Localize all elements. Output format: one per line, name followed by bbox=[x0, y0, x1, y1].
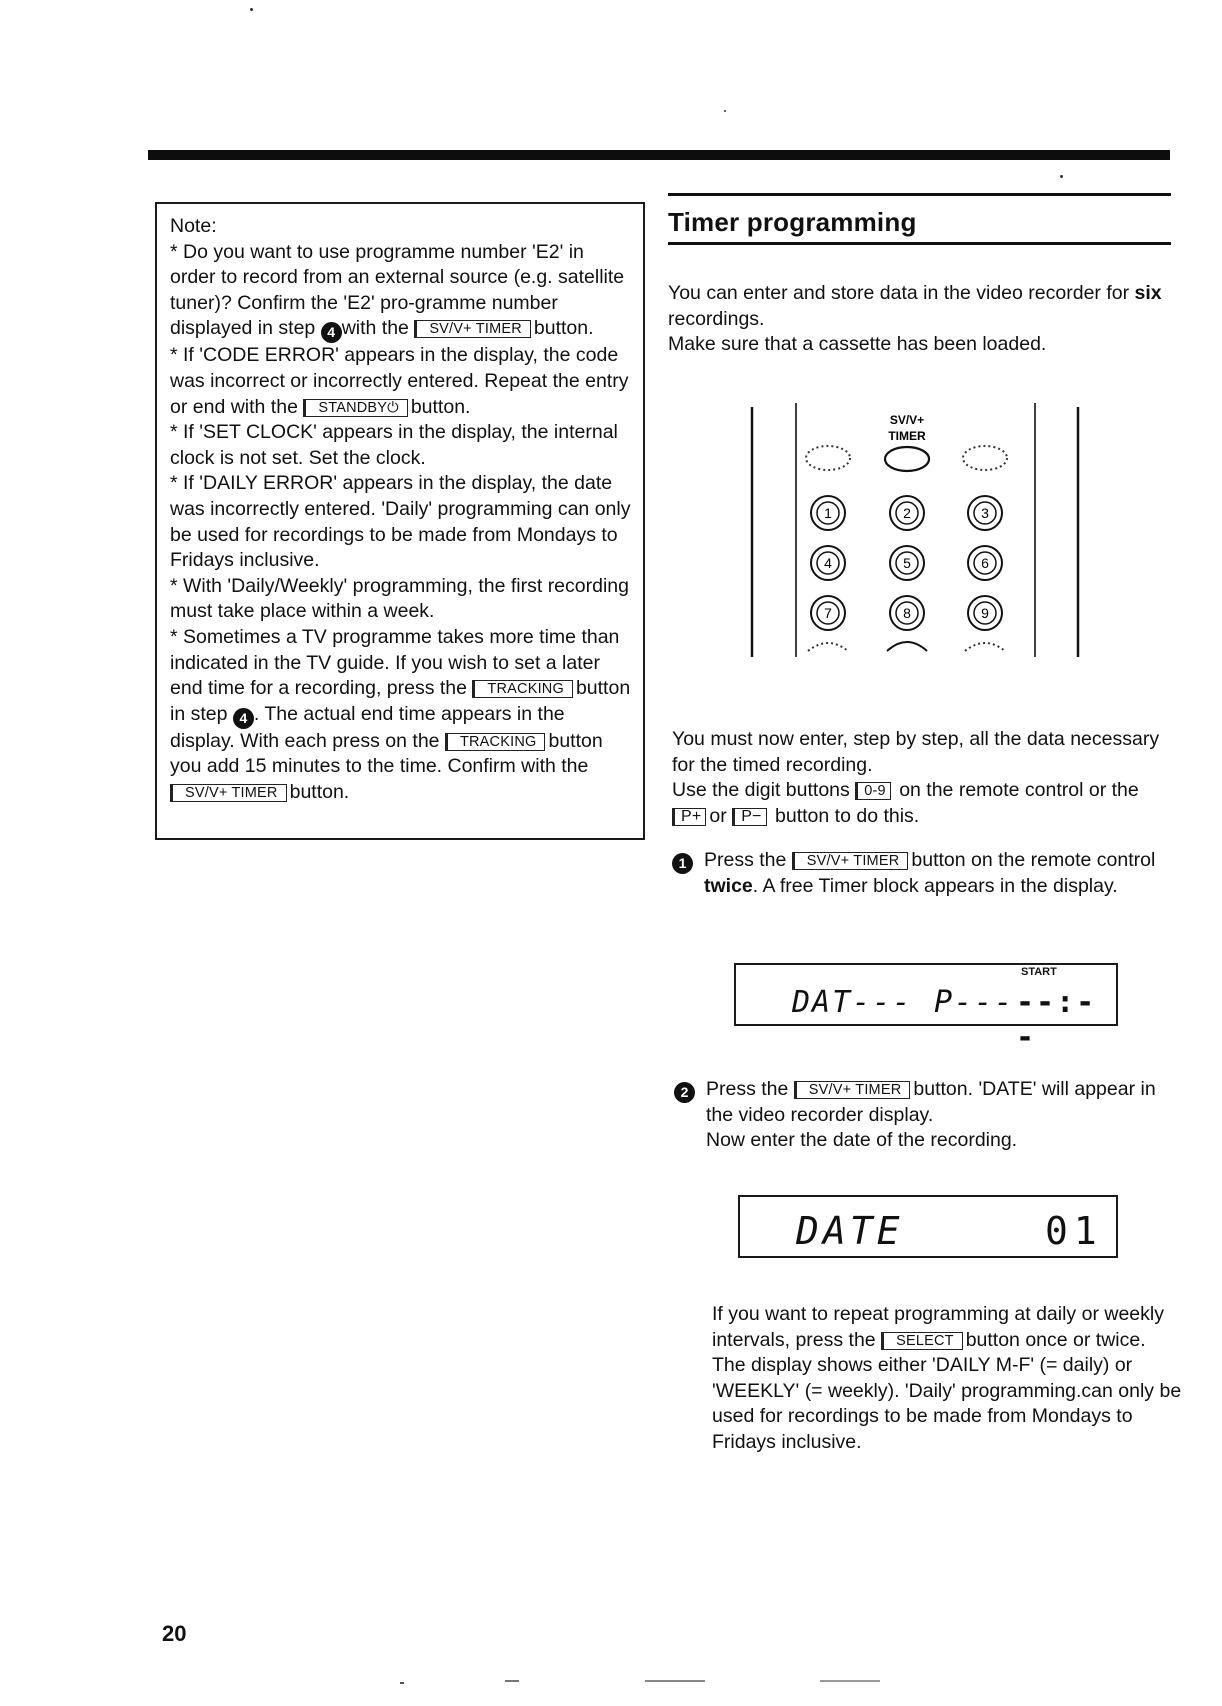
speck bbox=[505, 1680, 519, 1682]
speck bbox=[250, 8, 253, 11]
intro-text bbox=[668, 281, 1168, 358]
note-text: button. bbox=[410, 395, 471, 418]
digit-3-button-icon bbox=[968, 496, 1002, 530]
display-start-label: START bbox=[1021, 966, 1057, 978]
digit-label: 2 bbox=[903, 505, 911, 521]
step-text: button. 'DATE' will appear in the video recorder display. bbox=[706, 1078, 1156, 1126]
remote-partial-button-icon bbox=[887, 642, 927, 651]
enter-data-line-2: Use the digit buttons 0-9 on the remote control or the P+ or P− button to do this. bbox=[672, 779, 1139, 827]
sv-timer-button-label: SV/V+ TIMER bbox=[792, 852, 909, 870]
speck bbox=[820, 1680, 880, 1682]
note-item-set-clock: * If 'SET CLOCK' appears in the display, the internal clock is not set. Set the clock. bbox=[170, 421, 618, 469]
digit-label: 5 bbox=[903, 555, 911, 571]
note-text: * If 'CODE ERROR' appears in the display, the code was incorrect or incorrectly entered. Repeat the entry or end with the bbox=[170, 344, 629, 418]
note-item-tracking bbox=[170, 625, 633, 806]
digit-buttons bbox=[811, 496, 1002, 630]
note-item-e2 bbox=[170, 240, 633, 344]
top-rule bbox=[148, 150, 1170, 160]
step-4-icon: 4 bbox=[233, 708, 254, 729]
remote-dotted-button-icon bbox=[806, 446, 850, 470]
remote-timer-label-2: TIMER bbox=[888, 429, 926, 443]
digit-label: 3 bbox=[981, 505, 989, 521]
digit-2-button-icon bbox=[890, 496, 924, 530]
step-4-icon: 4 bbox=[321, 322, 342, 343]
note-box bbox=[155, 202, 645, 840]
sv-timer-remote-button-icon bbox=[885, 447, 929, 471]
note-text: button. bbox=[289, 780, 350, 803]
digit-5-button-icon bbox=[890, 546, 924, 580]
sv-timer-button-label: SV/V+ TIMER bbox=[170, 784, 287, 802]
intro-line-1: You can enter and store data in the video recorder for six recordings. bbox=[668, 282, 1162, 330]
display-programme-segment: P--- bbox=[934, 985, 1015, 1020]
intro-line-2: Make sure that a cassette has been loaded. bbox=[668, 333, 1047, 356]
digit-1-button-icon bbox=[811, 496, 845, 530]
step-text: . A free Timer block appears in the display. bbox=[752, 874, 1118, 897]
step-1-icon: 1 bbox=[672, 853, 693, 874]
note-item-daily-weekly: * With 'Daily/Weekly' programming, the first recording must take place within a week. bbox=[170, 574, 629, 623]
step-bold: twice bbox=[704, 874, 753, 897]
digit-4-button-icon bbox=[811, 546, 845, 580]
enter-data-text bbox=[672, 727, 1172, 829]
repeat-text: If you want to repeat programming at daily or weekly intervals, press the bbox=[712, 1303, 1164, 1351]
note-item-daily-error: * If 'DAILY ERROR' appears in the display, the date was incorrectly entered. 'Daily' programming can only be used for recordings to be made from Mondays to Fridays inclusive. bbox=[170, 472, 631, 572]
digits-button-label: 0-9 bbox=[855, 782, 891, 800]
sv-timer-button-label: SV/V+ TIMER bbox=[414, 320, 531, 338]
enter-data-line-1: You must now enter, step by step, all the data necessary for the timed recording. bbox=[672, 728, 1160, 776]
step-text: Press the bbox=[706, 1078, 789, 1100]
step-2-icon: 2 bbox=[674, 1082, 695, 1103]
step-text: Press the bbox=[704, 849, 787, 871]
speck bbox=[724, 110, 726, 112]
section-title: Timer programming bbox=[668, 207, 917, 237]
digit-9-button-icon bbox=[968, 596, 1002, 630]
note-text: button you add 15 minutes to the time. Confirm with the bbox=[170, 729, 603, 778]
vcr-display-date bbox=[738, 1195, 1118, 1258]
step-text: button on the remote control bbox=[911, 849, 1156, 871]
note-heading: Note: bbox=[170, 215, 217, 237]
note-text: * Do you want to use programme number 'E2' in order to record from an external source (e.g. satellite tuner)? Confirm the 'E2' pro-gramme number displayed in step bbox=[170, 240, 625, 340]
digit-label: 8 bbox=[903, 605, 911, 621]
display-date-segment: DAT--- bbox=[792, 985, 913, 1020]
remote-control-illustration bbox=[740, 395, 1090, 665]
digit-6-button-icon bbox=[968, 546, 1002, 580]
remote-partial-button-icon bbox=[965, 643, 1005, 651]
sv-timer-button-label: SV/V+ TIMER bbox=[794, 1081, 911, 1099]
step-2-marker bbox=[674, 1081, 695, 1103]
display-day-segment: 01 bbox=[1045, 1209, 1103, 1253]
page-number: 20 bbox=[162, 1621, 187, 1646]
note-text: with the bbox=[341, 317, 409, 340]
title-rule-bottom bbox=[668, 242, 1171, 245]
digit-label: 7 bbox=[824, 605, 832, 621]
display-time-segment: --:-- bbox=[1016, 985, 1097, 1055]
tracking-button-label: TRACKING bbox=[472, 680, 573, 698]
digit-label: 4 bbox=[824, 555, 832, 571]
speck bbox=[1060, 175, 1063, 178]
vcr-display-timer-block bbox=[734, 963, 1118, 1055]
p-minus-button-label: P− bbox=[732, 808, 766, 826]
p-plus-button-label: P+ bbox=[672, 808, 706, 826]
digit-label: 6 bbox=[981, 555, 989, 571]
digit-7-button-icon bbox=[811, 596, 845, 630]
note-text: button in step bbox=[170, 677, 631, 725]
step-1-marker bbox=[672, 852, 693, 874]
speck bbox=[645, 1680, 705, 1682]
title-rule-top bbox=[668, 193, 1171, 196]
digit-label: 1 bbox=[824, 505, 832, 521]
step-1-text bbox=[704, 848, 1174, 899]
digit-8-button-icon bbox=[890, 596, 924, 630]
speck bbox=[400, 1682, 404, 1684]
note-text: . The actual end time appears in the display. With each press on the bbox=[170, 702, 565, 752]
display-date-label-segment: DATE bbox=[796, 1209, 904, 1253]
tracking-button-label: TRACKING bbox=[445, 733, 546, 751]
note-item-code-error bbox=[170, 343, 633, 420]
note-text: * Sometimes a TV programme takes more time than indicated in the TV guide. If you wish to set a later end time for a recording, press the bbox=[170, 625, 620, 700]
select-button-label: SELECT bbox=[881, 1332, 963, 1350]
remote-dotted-button-icon bbox=[963, 446, 1007, 470]
standby-button-label: STANDBY⏻ bbox=[303, 399, 407, 417]
note-text: button. bbox=[533, 317, 594, 340]
digit-label: 9 bbox=[981, 605, 989, 621]
remote-timer-label-1: SV/V+ bbox=[889, 413, 925, 427]
repeat-text: button once or twice. The display shows either 'DAILY M-F' (= daily) or 'WEEKLY' (= weekly). 'Daily' programming.can only be used for recordings to be made from Mondays to Fridays inclusive. bbox=[712, 1328, 1182, 1453]
step-2-line-2: Now enter the date of the recording. bbox=[706, 1129, 1018, 1152]
remote-partial-button-icon bbox=[808, 643, 848, 651]
step-2-text bbox=[706, 1077, 1166, 1154]
repeat-programming-text bbox=[712, 1302, 1182, 1456]
